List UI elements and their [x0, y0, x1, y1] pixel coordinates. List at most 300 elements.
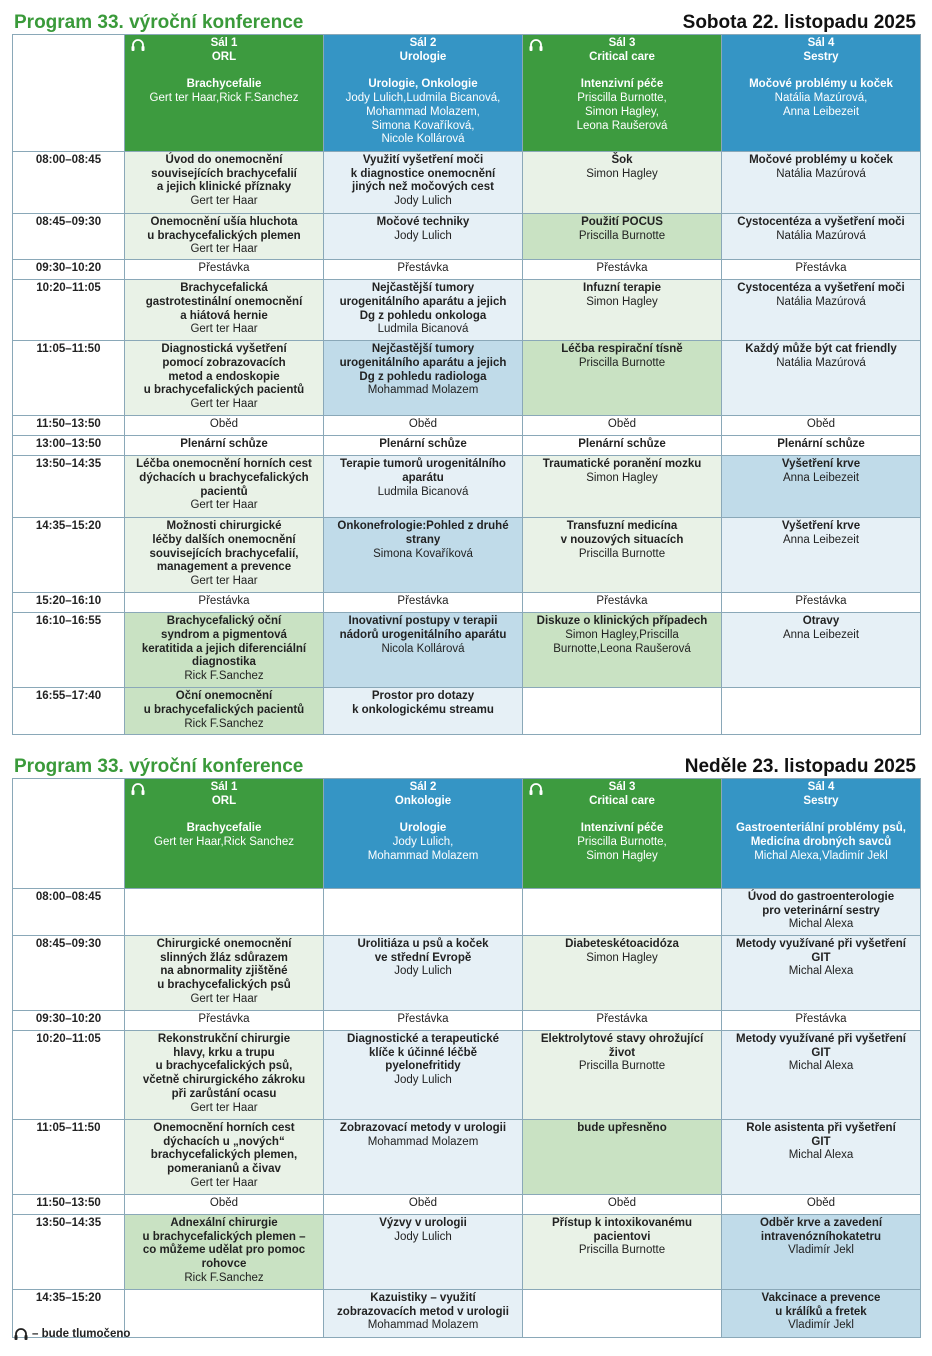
session-title: Brachycefalická: [180, 282, 268, 295]
session-title: Terapie tumorů urogenitálního: [340, 458, 506, 471]
session-title: Nejčastější tumory: [371, 282, 475, 295]
session-cell: [722, 1215, 921, 1290]
hall-subtitle: Critical care: [589, 50, 655, 63]
session-speaker: Gert ter Haar: [190, 574, 258, 587]
session-title: dýchacích u brachycefalických: [139, 471, 309, 484]
session-speaker: Simon Hagley: [586, 471, 658, 484]
session-title: Močové techniky: [376, 216, 470, 228]
session-cell: [722, 214, 921, 260]
session-title: management a prevence: [156, 561, 292, 574]
schedule-row: [13, 1011, 921, 1031]
session-speaker: Natália Mazúrová: [776, 295, 866, 308]
session-cell: [722, 936, 921, 1011]
time-slot: 16:10–16:55: [13, 613, 125, 688]
session-cell: [125, 936, 324, 1011]
session-cell: [523, 936, 722, 1011]
session-cell: [324, 936, 523, 1011]
session-title: ve střední Evropě: [374, 951, 472, 964]
session-cell: [722, 280, 921, 341]
time-slot: 11:05–11:50: [13, 1120, 125, 1195]
time-slot: 09:30–10:20: [13, 260, 125, 280]
session-cell: [722, 341, 921, 416]
break-cell: Oběd: [324, 416, 523, 436]
session-title: Kazuistiky – využití: [370, 1292, 476, 1304]
session-title: Použití POCUS: [581, 216, 663, 228]
session-title: Transfuzní medicína: [566, 520, 678, 533]
session-title: léčby dalších onemocnění: [152, 533, 296, 546]
time-slot: 15:20–16:10: [13, 593, 125, 613]
hall-speakers: Jody Lulich,Ludmila Bicanová,: [345, 92, 501, 105]
session-title: Úvod do gastroenterologie: [747, 891, 895, 903]
session-speaker: Michal Alexa: [788, 965, 854, 978]
session-title: klíče k účinné léčbě: [368, 1046, 478, 1059]
session-speaker: Vladimír Jekl: [788, 1244, 854, 1257]
session-title: GIT: [811, 951, 831, 964]
hall-speakers: Jody Lulich,: [392, 836, 454, 849]
session-cell: [125, 341, 324, 416]
hall-topic: Gastroenteriální problémy psů, Medicína drobných savců: [736, 822, 906, 849]
schedule-table: [12, 34, 921, 735]
session-speaker: Jody Lulich: [394, 195, 452, 208]
session-cell: [125, 1031, 324, 1120]
time-slot: 11:50–13:50: [13, 1195, 125, 1215]
session-title: včetně chirurgického zákroku: [142, 1074, 306, 1087]
legend: [14, 1328, 130, 1340]
session-title: u brachycefalických psů,: [155, 1060, 293, 1073]
session-speaker: Gert ter Haar: [190, 323, 258, 336]
program-date: Sobota 22. listopadu 2025: [682, 12, 916, 33]
schedule-row: [13, 593, 921, 613]
session-title: metod a endoskopie: [168, 370, 280, 383]
session-speaker: Michal Alexa: [788, 1149, 854, 1162]
hall-header-3: [523, 779, 722, 889]
hall-topic: Urologie: [399, 822, 447, 835]
hall-speakers: Michal Alexa,Vladimír Jekl: [754, 849, 888, 862]
session-title: co můžeme udělat pro pomoc: [142, 1244, 306, 1257]
program-header: [0, 8, 932, 34]
session-cell: [125, 1120, 324, 1195]
session-speaker: Vladimír Jekl: [788, 1319, 854, 1332]
session-cell: [324, 1031, 523, 1120]
session-title: Vakcinace a prevence: [761, 1292, 881, 1304]
hall-subtitle: Onkologie: [394, 794, 452, 807]
session-cell: [722, 889, 921, 936]
time-slot: 13:00–13:50: [13, 436, 125, 456]
hall-header-3: [523, 35, 722, 152]
session-cell: [324, 1290, 523, 1338]
session-cell: [324, 1120, 523, 1195]
session-title: při zarůstání ocasu: [171, 1087, 277, 1100]
session-title: Močové problémy u koček: [749, 154, 893, 166]
break-cell: Přestávka: [324, 1011, 523, 1031]
session-title: Cystocentéza a vyšetření moči: [737, 282, 905, 295]
session-title: Onemocnění horních cest: [153, 1122, 295, 1134]
session-title: u brachycefalických plemen: [147, 229, 301, 242]
program-header: [0, 752, 932, 778]
session-title: zobrazovacích metod v urologii: [337, 1305, 509, 1318]
session-title: Adnexální chirurgie: [170, 1217, 278, 1229]
session-title: nádorů urogenitálního aparátu: [339, 628, 507, 641]
time-slot: 08:45–09:30: [13, 214, 125, 260]
session-speaker: Gert ter Haar: [190, 1176, 258, 1189]
break-cell: Oběd: [722, 416, 921, 436]
session-title: k diagnostice onemocnění: [350, 167, 496, 180]
break-cell: Přestávka: [722, 593, 921, 613]
program-saturday: [0, 8, 932, 730]
session-cell: [324, 214, 523, 260]
session-speaker: Jody Lulich: [394, 965, 452, 978]
session-speaker: Simon Hagley: [586, 951, 658, 964]
headphones-icon: [14, 1328, 28, 1340]
session-cell: [324, 688, 523, 735]
session-title: u brachycefalických pacientů: [143, 384, 305, 397]
schedule-row: [13, 889, 921, 936]
hall-header-1: [125, 35, 324, 152]
session-title: u králíků a fretek: [775, 1305, 867, 1318]
time-slot: 08:00–08:45: [13, 152, 125, 214]
session-speaker: Anna Leibezeit: [782, 628, 860, 641]
session-cell: [722, 1120, 921, 1195]
session-cell: [722, 1031, 921, 1120]
session-title: Šok: [611, 154, 633, 166]
session-title: Inovativní postupy v terapii: [348, 615, 498, 628]
session-cell: [324, 518, 523, 593]
session-title: Traumatické poranění mozku: [542, 458, 702, 471]
session-cell: [125, 518, 324, 593]
time-slot: 11:05–11:50: [13, 341, 125, 416]
schedule-row: [13, 436, 921, 456]
session-cell: [324, 280, 523, 341]
session-cell: [523, 1290, 722, 1338]
hall-header-2: [324, 35, 523, 152]
session-cell: [722, 688, 921, 735]
session-speaker: Simon Hagley,Priscilla: [565, 628, 679, 641]
session-cell: [523, 889, 722, 936]
break-cell: Oběd: [125, 1195, 324, 1215]
session-title: Urolitiáza u psů a koček: [357, 938, 489, 950]
session-title: pacientovi: [593, 1230, 651, 1243]
break-cell: Oběd: [523, 416, 722, 436]
header-corner: [13, 35, 125, 152]
session-speaker: Gert ter Haar: [190, 195, 258, 208]
schedule-table: [12, 778, 921, 1341]
session-title: k onkologickému streamu: [352, 703, 494, 716]
hall-header-row: [13, 779, 921, 889]
session-title: život: [608, 1046, 636, 1059]
session-speaker: Ludmila Bicanová: [377, 485, 469, 498]
session-title: Chirurgické onemocnění: [156, 938, 292, 950]
session-speaker: Gert ter Haar: [190, 397, 258, 410]
session-cell: [523, 613, 722, 688]
hall-header-2: [324, 779, 523, 889]
session-cell: [324, 152, 523, 214]
session-title: Využití vyšetření moči: [362, 154, 484, 166]
break-cell: Přestávka: [324, 593, 523, 613]
session-title: u brachycefalických pacientů: [143, 703, 305, 716]
session-cell: [125, 152, 324, 214]
break-cell: Přestávka: [324, 260, 523, 280]
session-title: Přístup k intoxikovanému: [552, 1217, 692, 1229]
time-slot: 09:30–10:20: [13, 1011, 125, 1031]
session-title: urogenitálního aparátu a jejich: [339, 356, 507, 369]
break-cell: Plenární schůze: [125, 436, 324, 456]
session-title: pyelonefritidy: [385, 1060, 461, 1073]
hall-speakers: Leona Raušerová: [576, 119, 668, 132]
session-speaker: Priscilla Burnotte: [578, 1060, 666, 1073]
hall-name: Sál 1: [210, 781, 238, 793]
session-speaker: Ludmila Bicanová: [377, 323, 469, 336]
time-slot: 11:50–13:50: [13, 416, 125, 436]
session-title: Diabeteskétoacidóza: [565, 938, 679, 950]
session-title: Možnosti chirurgické: [166, 520, 282, 533]
schedule-row: [13, 936, 921, 1011]
legend-text: – bude tlumočeno: [32, 1328, 131, 1341]
hall-name: Sál 3: [608, 37, 636, 49]
hall-speakers: Simon Hagley: [586, 849, 658, 862]
session-title: pro veterinární sestry: [762, 904, 880, 917]
time-slot: 16:55–17:40: [13, 688, 125, 735]
hall-topic: Brachycefalie: [186, 822, 262, 835]
time-slot: 08:45–09:30: [13, 936, 125, 1011]
hall-speakers: Mohammad Molazem: [367, 849, 479, 862]
hall-header-4: [722, 779, 921, 889]
session-speaker: Priscilla Burnotte: [578, 547, 666, 560]
session-cell: [125, 1290, 324, 1338]
schedule-row: [13, 456, 921, 518]
session-cell: [523, 341, 722, 416]
session-speaker: Jody Lulich: [394, 229, 452, 242]
time-slot: 14:35–15:20: [13, 518, 125, 593]
session-title: pomocí zobrazovacích: [162, 356, 286, 369]
schedule-row: [13, 518, 921, 593]
program-sunday: [0, 752, 932, 1332]
hall-speakers: Anna Leibezeit: [782, 105, 860, 118]
session-cell: [125, 613, 324, 688]
session-title: Cystocentéza a vyšetření moči: [737, 216, 905, 228]
program-title: Program 33. výroční konference: [14, 12, 304, 33]
session-cell: [324, 1215, 523, 1290]
session-speaker: Michal Alexa: [788, 918, 854, 931]
session-speaker: Burnotte,Leona Raušerová: [553, 642, 691, 655]
session-title: strany: [405, 533, 441, 546]
session-title: Diagnostické a terapeutické: [346, 1033, 500, 1045]
session-speaker: Jody Lulich: [394, 1074, 452, 1087]
session-cell: [523, 688, 722, 735]
break-cell: Přestávka: [523, 593, 722, 613]
break-cell: Přestávka: [722, 260, 921, 280]
time-slot: 08:00–08:45: [13, 889, 125, 936]
schedule-row: [13, 260, 921, 280]
session-title: Role asistenta při vyšetření: [746, 1122, 896, 1134]
session-title: u brachycefalických psů: [157, 979, 291, 992]
session-title: syndrom a pigmentová: [161, 628, 287, 641]
break-cell: Plenární schůze: [324, 436, 523, 456]
hall-speakers: Natália Mazúrová,: [774, 92, 868, 105]
session-cell: [523, 1120, 722, 1195]
hall-header-4: [722, 35, 921, 152]
schedule-row: [13, 1215, 921, 1290]
session-title: GIT: [811, 1046, 831, 1059]
session-title: Výzvy v urologii: [379, 1217, 467, 1229]
session-cell: [324, 613, 523, 688]
session-cell: [722, 613, 921, 688]
headphones-icon: [131, 39, 145, 51]
hall-topic: Močové problémy u koček: [749, 78, 893, 91]
session-cell: [125, 280, 324, 341]
session-speaker: Jody Lulich: [394, 1230, 452, 1243]
session-title: diagnostika: [192, 656, 256, 669]
session-cell: [722, 518, 921, 593]
program-date: Neděle 23. listopadu 2025: [684, 756, 916, 777]
session-title: a jejich klinické příznaky: [156, 181, 292, 194]
schedule-row: [13, 1290, 921, 1338]
session-title: Dg z pohledu radiologa: [359, 370, 487, 383]
session-title: pacientů: [200, 485, 248, 498]
session-title: na abnormality zjištěné: [160, 965, 288, 978]
session-title: Úvod do onemocnění: [165, 154, 283, 166]
session-speaker: Michal Alexa: [788, 1060, 854, 1073]
time-slot: 10:20–11:05: [13, 1031, 125, 1120]
session-title: Zobrazovací metody v urologii: [339, 1122, 507, 1134]
program-title: Program 33. výroční konference: [14, 756, 304, 777]
hall-speakers: Nicole Kollárová: [381, 133, 465, 146]
break-cell: Plenární schůze: [722, 436, 921, 456]
schedule-row: [13, 341, 921, 416]
session-cell: [523, 152, 722, 214]
hall-name: Sál 2: [409, 37, 437, 49]
session-speaker: Priscilla Burnotte: [578, 229, 666, 242]
session-cell: [125, 1215, 324, 1290]
session-speaker: Simon Hagley: [586, 167, 658, 180]
session-cell: [125, 889, 324, 936]
session-title: jiných než močových cest: [352, 181, 494, 194]
headphones-icon: [529, 783, 543, 795]
session-title: rohovce: [201, 1258, 247, 1271]
hall-name: Sál 4: [807, 37, 835, 49]
session-cell: [523, 456, 722, 518]
session-title: Diagnostická vyšetření: [161, 343, 287, 356]
headphones-icon: [131, 783, 145, 795]
session-title: bude upřesněno: [577, 1122, 667, 1134]
session-speaker: Natália Mazúrová: [776, 356, 866, 369]
session-cell: [125, 214, 324, 260]
schedule-row: [13, 1031, 921, 1120]
session-speaker: Priscilla Burnotte: [578, 356, 666, 369]
schedule-row: [13, 152, 921, 214]
hall-subtitle: Sestry: [803, 50, 839, 63]
session-speaker: Mohammad Molazem: [367, 1135, 479, 1148]
session-title: Dg z pohledu onkologa: [359, 309, 487, 322]
time-slot: 13:50–14:35: [13, 456, 125, 518]
hall-speakers: Priscilla Burnotte,: [577, 92, 667, 105]
hall-speakers: Priscilla Burnotte,: [577, 836, 667, 849]
session-title: Onkonefrologie:Pohled z druhé: [337, 520, 509, 533]
session-title: Oční onemocnění: [175, 690, 273, 703]
hall-speakers: Simona Kovaříková,: [371, 119, 475, 132]
hall-speakers: Gert ter Haar,Rick F.Sanchez: [149, 92, 299, 105]
session-title: Nejčastější tumory: [371, 343, 475, 356]
hall-topic: Brachycefalie: [186, 78, 262, 91]
schedule-row: [13, 688, 921, 735]
headphones-icon: [529, 39, 543, 51]
hall-header-row: [13, 35, 921, 152]
break-cell: Přestávka: [523, 1011, 722, 1031]
session-title: Diskuze o klinických případech: [536, 615, 708, 628]
break-cell: Přestávka: [722, 1011, 921, 1031]
session-speaker: Nicola Kollárová: [381, 642, 465, 655]
session-title: intravenózníhokatetru: [760, 1230, 882, 1243]
session-speaker: Mohammad Molazem: [367, 1319, 479, 1332]
session-cell: [324, 456, 523, 518]
session-cell: [722, 456, 921, 518]
time-slot: 13:50–14:35: [13, 1215, 125, 1290]
session-speaker: Mohammad Molazem: [367, 384, 479, 397]
session-title: Odběr krve a zavedení: [759, 1217, 883, 1229]
hall-subtitle: ORL: [211, 50, 237, 63]
session-title: souvisejících brachycefalií: [151, 167, 297, 180]
hall-speakers: Mohammad Molazem,: [366, 105, 480, 118]
break-cell: Oběd: [324, 1195, 523, 1215]
hall-name: Sál 1: [210, 37, 238, 49]
session-title: Elektrolytové stavy ohrožující: [540, 1033, 704, 1045]
break-cell: Oběd: [125, 416, 324, 436]
session-speaker: Anna Leibezeit: [782, 533, 860, 546]
session-title: aparátu: [402, 471, 444, 484]
session-cell: [523, 518, 722, 593]
session-title: urogenitálního aparátu a jejich: [339, 295, 507, 308]
session-cell: [324, 341, 523, 416]
header-corner: [13, 779, 125, 889]
session-title: Brachycefalický oční: [166, 615, 282, 628]
session-title: Otravy: [802, 615, 840, 628]
schedule-row: [13, 613, 921, 688]
schedule-row: [13, 416, 921, 436]
session-speaker: Natália Mazúrová: [776, 229, 866, 242]
session-cell: [324, 889, 523, 936]
session-cell: [722, 1290, 921, 1338]
hall-subtitle: ORL: [211, 794, 237, 807]
session-speaker: Rick F.Sanchez: [184, 1271, 264, 1284]
session-speaker: Gert ter Haar: [190, 243, 258, 256]
session-cell: [125, 456, 324, 518]
session-title: gastrotestinální onemocnění: [145, 295, 303, 308]
hall-name: Sál 3: [608, 781, 636, 793]
session-title: Prostor pro dotazy: [371, 690, 475, 703]
session-title: keratitida a jejich diferenciální: [141, 642, 307, 655]
session-title: u brachycefalických plemen –: [142, 1230, 306, 1243]
session-title: v nouzových situacích: [560, 533, 684, 546]
session-title: Léčba onemocnění horních cest: [136, 458, 312, 471]
hall-topic: Urologie, Onkologie: [368, 78, 478, 91]
break-cell: Oběd: [722, 1195, 921, 1215]
hall-topic: Intenzivní péče: [580, 78, 664, 91]
session-speaker: Gert ter Haar: [190, 992, 258, 1005]
break-cell: Oběd: [523, 1195, 722, 1215]
session-title: souvisejících brachycefalií,: [149, 547, 299, 560]
hall-speakers: Simon Hagley,: [585, 105, 659, 118]
hall-name: Sál 4: [807, 781, 835, 793]
session-title: Onemocnění ušía hluchota: [150, 216, 298, 228]
hall-name: Sál 2: [409, 781, 437, 793]
break-cell: Přestávka: [125, 593, 324, 613]
hall-subtitle: Urologie: [399, 50, 447, 63]
session-speaker: Simon Hagley: [586, 295, 658, 308]
session-title: Každý může být cat friendly: [745, 343, 897, 356]
hall-subtitle: Sestry: [803, 794, 839, 807]
time-slot: 14:35–15:20: [13, 1290, 125, 1338]
hall-header-1: [125, 779, 324, 889]
break-cell: Přestávka: [523, 260, 722, 280]
